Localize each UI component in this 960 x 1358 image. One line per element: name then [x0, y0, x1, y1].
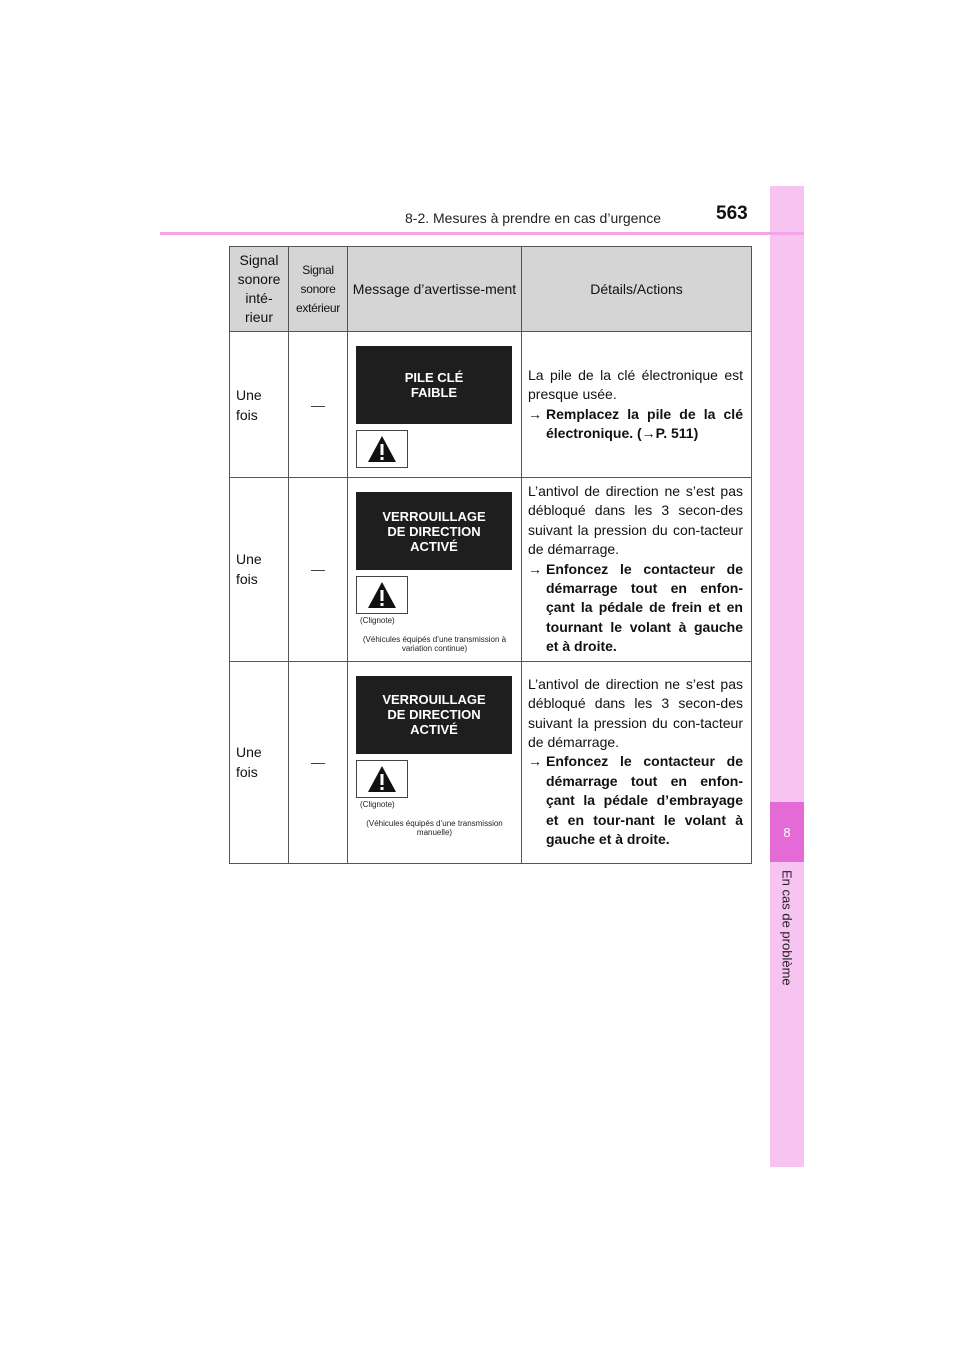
action-instruction: [528, 752, 743, 849]
arrow-icon: →: [528, 560, 542, 577]
action-instruction: [528, 560, 743, 657]
header-interior-buzzer: Signal sonore inté-rieur: [230, 247, 289, 332]
warning-display-screen: [356, 492, 512, 570]
detail-text: L’antivol de direction ne s’est pas débloqué dans les 3 secon-des suivant la pression du con-tacteur de démarrage.: [528, 483, 743, 558]
screen-line-3: ACTIVÉ: [410, 722, 458, 738]
vehicle-note: (Véhicules équipés d’une transmission manuelle): [366, 818, 503, 837]
blink-note: (Clignote): [360, 616, 395, 625]
exterior-buzzer-cell: —: [289, 478, 348, 662]
warning-message-cell: [348, 478, 522, 662]
exterior-buzzer-cell: —: [289, 332, 348, 478]
table-row: [230, 661, 752, 863]
warning-message-cell: [348, 332, 522, 478]
screen-line-3: ACTIVÉ: [410, 538, 458, 554]
screen-line-1: VERROUILLAGE: [382, 508, 486, 524]
detail-text: L’antivol de direction ne s’est pas débloqué dans les 3 secon-des suivant la pression du con-tacteur de démarrage.: [528, 675, 743, 751]
details-actions-cell: [522, 478, 752, 662]
action-text: Enfoncez le contacteur de démarrage tout en enfon-çant la pédale d’embrayage et en tour-nant le volant à gauche et à droite.: [546, 753, 743, 848]
arrow-icon: →: [528, 405, 542, 422]
master-warning-icon: [356, 760, 408, 798]
action-text: Enfoncez le contacteur de démarrage tout en enfon-çant la pédale de frein et en tournant le volant à gauche et à droite.: [546, 560, 743, 655]
interior-buzzer-cell: Une fois: [230, 661, 289, 863]
screen-line-2: DE DIRECTION: [387, 523, 481, 539]
table-header-row: [230, 247, 752, 332]
exterior-buzzer-cell: —: [289, 661, 348, 863]
header-details-actions: Détails/Actions: [522, 247, 752, 332]
table-row: [230, 332, 752, 478]
warning-display-screen: [356, 346, 512, 424]
screen-line-2: FAIBLE: [410, 385, 458, 400]
details-actions-cell: [522, 661, 752, 863]
header-exterior-buzzer: Signal sonore extérieur: [289, 247, 348, 332]
master-warning-icon: [356, 430, 408, 468]
chapter-side-tab: [770, 186, 804, 1167]
chapter-number: 8: [770, 802, 804, 862]
screen-line-1: PILE CLÉ: [404, 370, 464, 385]
chapter-title: En cas de problème: [779, 870, 795, 986]
details-actions-cell: [522, 332, 752, 478]
interior-buzzer-cell: Une fois: [230, 332, 289, 478]
action-text: Remplacez la pile de la clé électronique. (→P. 511): [546, 405, 743, 441]
master-warning-icon: [356, 576, 408, 614]
blink-note: (Clignote): [360, 799, 395, 809]
section-title: 8-2. Mesures à prendre en cas d’urgence: [405, 210, 662, 226]
table-row: [230, 478, 752, 662]
header-warning-message: Message d’avertisse-ment: [348, 247, 522, 332]
warning-table: [229, 246, 752, 864]
detail-text: La pile de la clé électronique est presque usée.: [528, 366, 743, 403]
warning-display-screen: [356, 676, 512, 754]
vehicle-note: (Véhicules équipés d’une transmission à variation continue): [362, 635, 507, 653]
action-instruction: [528, 405, 743, 444]
page-number: 563: [716, 203, 748, 224]
screen-line-2: DE DIRECTION: [387, 707, 481, 723]
warning-message-cell: [348, 661, 522, 863]
arrow-icon: →: [528, 753, 542, 770]
interior-buzzer-cell: Une fois: [230, 478, 289, 662]
screen-line-1: VERROUILLAGE: [382, 692, 486, 708]
header-rule: [160, 232, 804, 235]
